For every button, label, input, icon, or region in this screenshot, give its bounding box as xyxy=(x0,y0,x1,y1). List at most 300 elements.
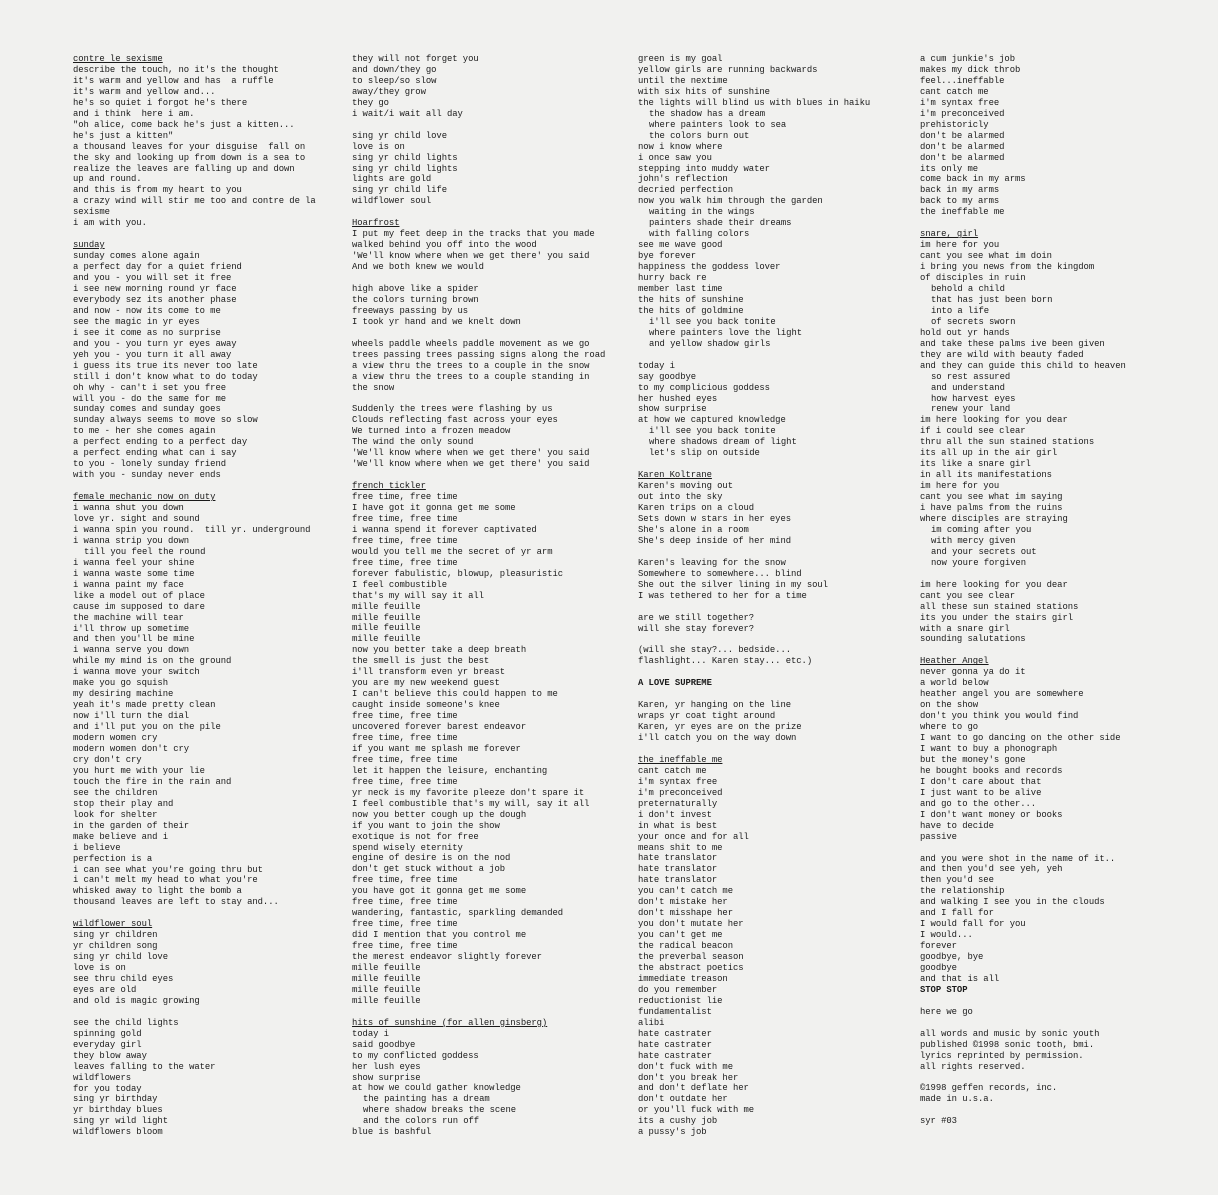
lyric-line: ©1998 geffen records, inc. xyxy=(920,1083,1058,1094)
lyric-line: Karen, yr hanging on the line xyxy=(638,700,792,711)
lyric-line: will you - do the same for me xyxy=(73,393,227,404)
lyric-line: until the nextime xyxy=(638,75,728,86)
lyric-line: and old is magic growing xyxy=(73,995,200,1006)
lyric-line: I feel combustible xyxy=(352,579,447,590)
lyric-line: And we both knew we would xyxy=(352,262,484,273)
lyric-line: and take these palms ive been given xyxy=(920,338,1105,349)
lyric-line: I want to buy a phonograph xyxy=(920,744,1058,754)
lyric-line: renew your land xyxy=(931,404,1011,415)
song-block xyxy=(920,229,1202,645)
lyric-line: spend wisely eternity xyxy=(352,842,463,853)
lyric-line: mille feuille xyxy=(352,973,421,984)
lyric-line: "oh alice, come back he's just a kitten... xyxy=(73,119,295,130)
lyric-line: now you walk him through the garden xyxy=(638,196,823,207)
lyric-line: i am with you. xyxy=(73,218,147,229)
lyric-line: the colors burn out xyxy=(649,130,750,141)
lyric-line: She out the silver lining in my soul xyxy=(638,579,828,590)
lyric-line: immediate treason xyxy=(638,973,728,984)
lyric-line: trees passing trees passing signs along the road xyxy=(352,349,606,360)
lyric-line: the colors turning brown xyxy=(352,294,479,305)
lyric-line: A LOVE SUPREME xyxy=(638,678,712,689)
lyric-line: they will not forget you xyxy=(352,54,479,64)
stanza-break xyxy=(638,634,920,645)
lyric-line: Sets down w stars in her eyes xyxy=(638,514,792,524)
lyric-line: mille feuille xyxy=(352,984,421,995)
stanza-break xyxy=(638,547,920,558)
lyric-line: i wanna move your switch xyxy=(73,667,200,678)
lyric-line: if i could see clear xyxy=(920,426,1026,437)
lyric-line: a perfect ending to a perfect day xyxy=(73,437,248,448)
lyric-line: don't fuck with me xyxy=(638,1061,733,1072)
lyric-line: mille feuille xyxy=(352,623,421,634)
lyric-line: it's warm and yellow and has a ruffle xyxy=(73,75,274,86)
lyric-line: I would fall for you xyxy=(920,919,1026,930)
lyric-line: i'll see you back tonite xyxy=(649,426,776,437)
lyric-line: Karen's leaving for the snow xyxy=(638,557,786,568)
lyric-line: now you better take a deep breath xyxy=(352,645,527,656)
lyric-line: where painters love the light xyxy=(649,327,803,338)
lyric-line: i can see what you're going thru but xyxy=(73,864,263,875)
lyric-line: i'm syntax free xyxy=(920,97,1000,108)
lyric-line: to my complicious goddess xyxy=(638,382,770,393)
lyric-line: are we still together? xyxy=(638,612,755,623)
lyric-line: free time, free time xyxy=(352,897,458,908)
lyric-line: it's warm and yellow and... xyxy=(73,86,216,97)
song-block xyxy=(73,240,355,481)
lyric-line: i see it come as no surprise xyxy=(73,327,221,338)
lyric-line: Karen, yr eyes are on the prize xyxy=(638,722,802,733)
lyric-line: Suddenly the trees were flashing by us xyxy=(352,404,553,415)
lyric-line: wildflowers xyxy=(73,1072,132,1083)
lyric-line: She's deep inside of her mind xyxy=(638,535,792,546)
lyric-line: yeah it's made pretty clean xyxy=(73,700,216,711)
lyric-line: sunday comes and sunday goes xyxy=(73,404,221,415)
lyric-line: back to my arms xyxy=(920,196,1000,207)
stanza-break xyxy=(638,350,920,361)
lyric-line: the sky and looking up from down is a sea to xyxy=(73,152,306,163)
song-block xyxy=(638,470,920,744)
lyric-line: I have got it gonna get me some xyxy=(352,502,516,513)
song-block xyxy=(352,481,634,1007)
lyric-line: the hits of sunshine xyxy=(638,294,744,305)
lyric-line: decried perfection xyxy=(638,185,733,196)
lyric-line: in all its manifestations xyxy=(920,470,1052,481)
lyric-line: my desiring machine xyxy=(73,689,174,700)
lyric-line: with falling colors xyxy=(649,229,750,240)
lyric-line: the ineffable me xyxy=(920,207,1005,218)
stanza-break xyxy=(638,602,920,613)
lyric-line: all words and music by sonic youth xyxy=(920,1028,1100,1039)
lyric-line: cant you see clear xyxy=(920,590,1015,601)
lyric-line: to my conflicted goddess xyxy=(352,1050,479,1061)
stanza-break xyxy=(920,1073,1202,1084)
lyric-line: of disciples in ruin xyxy=(920,273,1026,284)
lyric-line: i see new morning round yr face xyxy=(73,284,237,294)
lyric-line: so rest assured xyxy=(931,371,1011,382)
lyric-line: her lush eyes xyxy=(352,1061,421,1072)
lyric-line: now i'll turn the dial xyxy=(73,711,190,722)
lyrics-column-1 xyxy=(73,54,355,1149)
lyric-line: oh why - can't i set you free xyxy=(73,382,227,393)
lyric-line: hate castrater xyxy=(638,1039,712,1050)
song-block xyxy=(352,218,634,470)
lyric-line: and now - now its come to me xyxy=(73,305,221,316)
lyric-line: see thru child eyes xyxy=(73,974,174,985)
lyric-line: eyes are old xyxy=(73,984,137,995)
lyric-line: mille feuille xyxy=(352,601,421,612)
lyric-line: free time, free time xyxy=(352,535,458,546)
lyric-line: never gonna ya do it xyxy=(920,667,1026,678)
lyric-line: passive xyxy=(920,831,957,842)
lyric-line: forever xyxy=(920,941,957,952)
lyric-line: freeways passing by us xyxy=(352,305,469,316)
lyric-line: a view thru the trees to a couple standing in xyxy=(352,371,590,382)
lyric-line: sunday always seems to move so slow xyxy=(73,415,258,426)
lyric-line: like a model out of place xyxy=(73,590,205,601)
lyric-line: means shit to me xyxy=(638,842,723,853)
lyric-line: today i xyxy=(352,1028,389,1039)
lyric-line: her hushed eyes xyxy=(638,393,718,404)
song-title: wildflower soul xyxy=(73,919,153,930)
lyric-line: im here looking for you dear xyxy=(920,415,1068,426)
lyric-line: high above like a spider xyxy=(352,283,479,294)
lyric-line: at how we captured knowledge xyxy=(638,415,786,426)
lyric-line: don't get stuck without a job xyxy=(352,864,506,875)
lyric-line: i have palms from the ruins xyxy=(920,503,1063,514)
lyric-line: don't misshape her xyxy=(638,908,733,919)
lyric-line: yellow girls are running backwards xyxy=(638,64,818,75)
lyric-line: im here looking for you dear xyxy=(920,579,1068,590)
lyric-line: Karen trips on a cloud xyxy=(638,503,755,514)
lyric-line: the snow xyxy=(352,382,395,393)
lyric-line: now youre forgiven xyxy=(931,557,1026,568)
lyric-line: i once saw you xyxy=(638,152,712,163)
lyric-line: uncovered forever barest endeavor xyxy=(352,722,527,733)
lyric-line: don't be alarmed xyxy=(920,130,1005,141)
lyric-line: wheels paddle wheels paddle movement as we go xyxy=(352,338,590,349)
lyric-line: I took yr hand and we knelt down xyxy=(352,316,521,327)
lyric-line: everyday girl xyxy=(73,1039,142,1050)
lyric-line: mille feuille xyxy=(352,963,421,974)
lyric-line: back in my arms xyxy=(920,185,1000,196)
lyric-line: away/they grow xyxy=(352,86,426,97)
lyric-line: cant you see what im saying xyxy=(920,492,1063,503)
lyric-line: 'We'll know where when we get there' you said xyxy=(352,448,590,459)
lyric-line: sounding salutations xyxy=(920,634,1026,645)
lyric-line: the abstract poetics xyxy=(638,962,744,973)
lyric-line: don't mistake her xyxy=(638,897,728,908)
lyric-line: i wanna strip you down xyxy=(73,535,190,546)
lyric-line: wandering, fantastic, sparkling demanded xyxy=(352,908,564,919)
lyric-line: hate translator xyxy=(638,875,718,886)
lyric-line: i'm syntax free xyxy=(638,776,718,787)
lyric-line: where shadow breaks the scene xyxy=(363,1105,517,1116)
lyric-line: still i don't know what to do today xyxy=(73,371,258,382)
lyric-line: don't outdate her xyxy=(638,1094,728,1105)
lyric-line: and don't deflate her xyxy=(638,1083,749,1094)
lyric-line: i guess its true its never too late xyxy=(73,360,258,371)
lyric-line: waiting in the wings xyxy=(649,207,755,218)
lyric-line: hold out yr hands xyxy=(920,327,1010,338)
lyric-line: will she stay forever? xyxy=(638,623,755,634)
lyric-line: wildflowers bloom xyxy=(73,1127,163,1138)
lyric-line: a world below xyxy=(920,678,989,689)
lyric-line: free time, free time xyxy=(352,557,458,568)
lyric-line: behold a child xyxy=(931,284,1005,294)
stanza-break xyxy=(352,273,634,284)
lyric-line: show surprise xyxy=(352,1072,421,1083)
lyric-line: up and round. xyxy=(73,174,142,185)
lyric-line: they go xyxy=(352,97,389,108)
lyric-line: painters shade their dreams xyxy=(649,218,792,229)
lyric-line: and you were shot in the name of it.. xyxy=(920,853,1116,864)
lyric-line: and your secrets out xyxy=(931,546,1037,557)
lyric-line: engine of desire is on the nod xyxy=(352,853,511,864)
lyric-line: your once and for all xyxy=(638,831,749,842)
lyric-line: where shadows dream of light xyxy=(649,437,797,448)
lyric-line: im here for you xyxy=(920,481,1000,492)
lyric-line: cry don't cry xyxy=(73,754,142,765)
lyric-line: love yr. sight and sound xyxy=(73,514,200,524)
song-block xyxy=(920,656,1202,1017)
lyric-line: perfection is a xyxy=(73,853,153,864)
lyric-line: sing yr birthday xyxy=(73,1094,158,1105)
lyric-line: the smell is just the best xyxy=(352,656,490,667)
song-block xyxy=(73,919,355,1138)
stanza-break xyxy=(920,843,1202,854)
lyric-line: free time, free time xyxy=(352,754,458,765)
stanza-break xyxy=(73,1007,355,1018)
lyric-line: cant catch me xyxy=(638,765,707,776)
lyric-line: and I fall for xyxy=(920,908,994,919)
lyric-line: fundamentalist xyxy=(638,1006,712,1017)
lyric-line: free time, free time xyxy=(352,733,458,743)
lyric-line: I don't care about that xyxy=(920,776,1042,787)
lyric-line: sing yr wild light xyxy=(73,1116,168,1127)
lyric-line: and go to the other... xyxy=(920,798,1037,809)
lyric-line: they blow away xyxy=(73,1050,147,1061)
lyric-line: goodbye xyxy=(920,963,957,974)
lyric-line: I don't want money or books xyxy=(920,809,1063,820)
lyric-line: modern women cry xyxy=(73,733,158,744)
song-block xyxy=(73,492,355,908)
lyric-line: for you today xyxy=(73,1083,142,1094)
lyric-line: its like a snare girl xyxy=(920,459,1031,470)
lyric-line: i'll see you back tonite xyxy=(649,316,776,327)
lyric-line: i wanna spin you round. till yr. underground xyxy=(73,524,311,535)
lyric-line: I want to go dancing on the other side xyxy=(920,733,1121,744)
lyric-line: happiness the goddess lover xyxy=(638,262,781,273)
lyric-line: cause im supposed to dare xyxy=(73,601,205,612)
lyric-line: cant catch me xyxy=(920,86,989,97)
lyric-line: caught inside someone's knee xyxy=(352,700,500,711)
lyric-line: i wait/i wait all day xyxy=(352,108,463,119)
lyric-line: don't you think you would find xyxy=(920,711,1079,722)
lyric-line: the radical beacon xyxy=(638,941,733,952)
song-continuation xyxy=(638,54,920,459)
lyric-line: see the magic in yr eyes xyxy=(73,316,200,327)
lyric-line: the shadow has a dream xyxy=(649,108,766,119)
lyric-line: to me - her she comes again xyxy=(73,426,216,437)
lyric-line: with mercy given xyxy=(931,535,1016,546)
lyric-line: heather angel you are somewhere xyxy=(920,689,1084,700)
lyric-line: its only me xyxy=(920,163,979,174)
lyric-line: i'll catch you on the way down xyxy=(638,732,797,743)
lyric-line: i'll transform even yr breast xyxy=(352,667,506,678)
lyric-line: describe the touch, no it's the thought xyxy=(73,64,279,75)
song-title: the ineffable me xyxy=(638,754,723,765)
lyric-line: don't you break her xyxy=(638,1072,739,1083)
lyric-line: and down/they go xyxy=(352,64,437,75)
stanza-break xyxy=(920,996,1202,1007)
lyric-line: i'll throw up sometime xyxy=(73,623,190,634)
lyric-line: you can't get me xyxy=(638,930,723,941)
lyric-line: i wanna serve you down xyxy=(73,645,190,656)
lyric-line: sing yr child lights xyxy=(352,152,458,163)
lyric-line: see the children xyxy=(73,787,158,798)
lyric-line: sing yr child lights xyxy=(352,163,458,174)
lyric-line: its a cushy job xyxy=(638,1116,718,1127)
lyric-line: see me wave good xyxy=(638,240,723,251)
lyric-line: a view thru the trees to a couple in the snow xyxy=(352,360,590,371)
lyric-line: spinning gold xyxy=(73,1028,142,1039)
lyric-line: i can't melt my head to what you're xyxy=(73,875,258,886)
lyric-line: in the garden of their xyxy=(73,820,190,831)
lyric-line: but the money's gone xyxy=(920,754,1026,765)
lyric-line: reductionist lie xyxy=(638,995,723,1006)
lyric-line: make you go squish xyxy=(73,678,168,689)
lyric-line: yr neck is my favorite pleeze don't spare it xyxy=(352,787,585,798)
lyric-line: they are wild with beauty faded xyxy=(920,349,1084,360)
lyric-line: and that is all xyxy=(920,974,1000,984)
lyric-line: feel...ineffable xyxy=(920,75,1005,86)
lyric-line: today i xyxy=(638,360,675,371)
lyric-line: or you'll fuck with me xyxy=(638,1105,755,1116)
lyric-line: yr children song xyxy=(73,941,158,952)
lyric-line: prehistoricly xyxy=(920,119,989,130)
lyric-line: have to decide xyxy=(920,820,994,831)
lyric-line: while my mind is on the ground xyxy=(73,656,232,667)
lyric-line: stop their play and xyxy=(73,798,174,809)
lyric-line: john's reflection xyxy=(638,174,728,185)
lyric-line: now i know where xyxy=(638,141,723,152)
lyric-line: i believe xyxy=(73,842,121,853)
lyric-line: im coming after you xyxy=(931,524,1032,535)
lyric-line: I can't believe this could happen to me xyxy=(352,689,558,700)
lyric-line: on the show xyxy=(920,700,979,711)
lyric-line: to sleep/so slow xyxy=(352,75,437,86)
lyric-line: said goodbye xyxy=(352,1039,416,1050)
lyric-line: let's slip on outside xyxy=(649,448,760,459)
song-block xyxy=(73,54,355,229)
lyric-line: free time, free time xyxy=(352,941,458,952)
lyric-line: 'We'll know where when we get there' you said xyxy=(352,251,590,262)
lyric-line: i wanna shut you down xyxy=(73,503,184,514)
lyric-line: mille feuille xyxy=(352,995,421,1006)
lyric-line: show surprise xyxy=(638,404,707,415)
lyric-line: (will she stay?... bedside... xyxy=(638,645,792,656)
lyric-line: i don't invest xyxy=(638,809,712,820)
lyric-line: the preverbal season xyxy=(638,952,744,963)
lyric-line: the machine will tear xyxy=(73,612,184,623)
lyric-line: wildflower soul xyxy=(352,196,432,207)
lyric-line: sing yr child love xyxy=(73,952,168,963)
lyrics-column-4 xyxy=(920,54,1202,1138)
lyric-line: I just want to be alive xyxy=(920,787,1042,798)
lyric-line: and understand xyxy=(931,382,1005,393)
lyric-line: goodbye, bye xyxy=(920,952,984,963)
lyric-line: a cum junkie's job xyxy=(920,54,1015,64)
lyric-line: flashlight... Karen stay... etc.) xyxy=(638,656,813,667)
lyric-line: a perfect day for a quiet friend xyxy=(73,262,242,273)
lyric-line: you can't catch me xyxy=(638,886,733,897)
lyric-line: did I mention that you control me xyxy=(352,930,527,941)
lyric-line: you are my new weekend guest xyxy=(352,678,500,689)
song-title: Hoarfrost xyxy=(352,218,400,229)
lyric-line: touch the fire in the rain and xyxy=(73,776,232,787)
lyric-line: with you - sunday never ends xyxy=(73,470,221,481)
lyric-line: and then you'd see yeh, yeh xyxy=(920,864,1063,875)
lyric-line: lights are gold xyxy=(352,174,432,185)
lyric-line: member last time xyxy=(638,284,723,295)
lyric-line: i wanna paint my face xyxy=(73,579,184,590)
lyric-line: i'm preconceived xyxy=(638,787,723,798)
lyric-line: hate castrater xyxy=(638,1050,712,1061)
lyric-line: don't be alarmed xyxy=(920,141,1005,152)
song-continuation xyxy=(920,1029,1202,1128)
lyrics-column-3 xyxy=(638,54,920,1149)
lyric-line: The wind the only sound xyxy=(352,437,474,448)
lyric-line: say goodbye xyxy=(638,371,697,382)
lyric-line: sing yr child life xyxy=(352,185,447,196)
lyric-line: hurry back re xyxy=(638,273,707,284)
lyric-line: of secrets sworn xyxy=(931,316,1016,327)
lyric-line: syr #03 xyxy=(920,1116,957,1127)
lyric-line: sexisme xyxy=(73,207,110,218)
lyric-line: now you better cough up the dough xyxy=(352,809,527,820)
lyric-line: see the child lights xyxy=(73,1017,179,1028)
lyric-line: free time, free time xyxy=(352,875,458,886)
lyric-line: in what is best xyxy=(638,820,718,831)
stanza-break xyxy=(352,393,634,404)
lyric-line: i bring you news from the kingdom xyxy=(920,262,1095,273)
lyric-line: that has just been born xyxy=(931,294,1053,305)
lyric-line: make believe and i xyxy=(73,831,168,842)
song-continuation xyxy=(920,54,1202,218)
lyric-line: green is my goal xyxy=(638,54,723,64)
lyric-line: you don't mutate her xyxy=(638,919,744,930)
lyric-line: and you - you turn yr eyes away xyxy=(73,338,237,349)
lyric-line: and i'll put you on the pile xyxy=(73,722,221,733)
song-title: hits of sunshine (for allen ginsberg) xyxy=(352,1017,548,1028)
lyric-line: alibi xyxy=(638,1017,665,1028)
lyric-line: a crazy wind will stir me too and contre de la xyxy=(73,196,316,207)
lyric-line: and yellow shadow girls xyxy=(649,338,771,349)
lyric-line: its all up in the air girl xyxy=(920,448,1058,459)
lyric-line: yeh you - you turn it all away xyxy=(73,349,232,360)
lyric-line: makes my dick throb xyxy=(920,64,1021,75)
lyric-line: free time, free time xyxy=(352,776,458,787)
lyric-line: modern women don't cry xyxy=(73,744,190,755)
lyric-line: you hurt me with your lie xyxy=(73,765,205,776)
lyric-line: realize the leaves are falling up and down xyxy=(73,163,295,174)
lyric-line: and they can guide this child to heaven xyxy=(920,360,1126,371)
lyric-line: love is on xyxy=(352,141,405,152)
lyric-line: let it happen the leisure, enchanting xyxy=(352,765,548,776)
lyric-line: Somewhere to somewhere... blind xyxy=(638,568,802,579)
lyric-line: a pussy's job xyxy=(638,1127,707,1138)
stanza-break xyxy=(920,1105,1202,1116)
